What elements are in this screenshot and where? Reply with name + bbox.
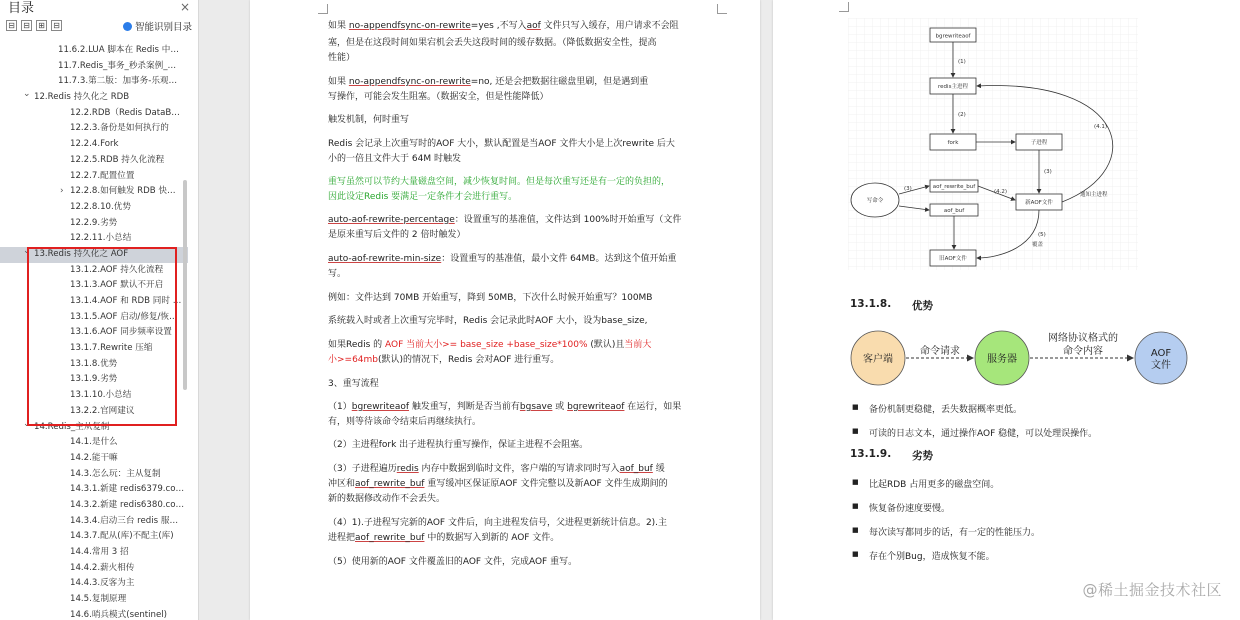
text-line	[328, 415, 758, 430]
text-line	[328, 477, 758, 492]
text-run: Redis 会记录上次重写时的AOF 大小，默认配置是当AOF 文件大小是上次rewrite 后大	[328, 139, 675, 149]
toc-item[interactable]: 13.1.8.优势	[70, 358, 118, 369]
ai-toc-label: 智能识别目录	[134, 22, 192, 33]
text-run: 新的数据修改动作不会丢失。	[328, 494, 446, 504]
toc-item[interactable]: 14.3.7.配从(库)不配主(库)	[70, 531, 174, 542]
page-corner-mark	[318, 4, 328, 14]
text-line	[328, 175, 758, 190]
aof-flow-diagram	[848, 325, 1198, 395]
section-disadvantages-number: 13.1.9.	[850, 448, 892, 460]
toc-item[interactable]: 14.3.1.新建 redis6379.co…	[70, 484, 185, 495]
text-run: bgrewriteaof	[351, 402, 410, 412]
text-run: 内存中数据到临时文件，客户端的写请求同时写入	[418, 464, 620, 474]
toc-item[interactable]: 11.7.3.第二版：加事务-乐观…	[58, 76, 178, 87]
section-advantages	[850, 298, 933, 312]
cmd-req-label: 命令请求	[920, 346, 960, 357]
text-run: （4）1).子进程写完新的AOF 文件后，向主进程发信号，父进程更新统计信息。2).主	[328, 518, 668, 528]
toc-item[interactable]: 14.5.复制原理	[70, 594, 127, 605]
toc-item[interactable]: › 12.2.8.如何触发 RDB 快…	[0, 184, 188, 200]
text-run: bgsave	[519, 402, 553, 412]
text-run: no-appendfsync-on-rewrite	[348, 21, 471, 31]
toc-item[interactable]: 14.4.常用 3 招	[70, 547, 129, 557]
text-run: 例如：文件达到 70MB 开始重写，降到 50MB，下次什么时候开始重写？100MB	[328, 293, 653, 303]
text-run: aof	[526, 21, 541, 31]
text-line	[328, 213, 758, 228]
toc-item[interactable]: 11.6.2.LUA 脚本在 Redis 中…	[58, 45, 179, 55]
text-line	[328, 377, 758, 392]
text-run: =yes ,不写入	[470, 21, 527, 31]
outline-icon[interactable]: ⊟	[51, 20, 62, 31]
toc-item[interactable]: 13.1.6.AOF 同步频率设置	[70, 327, 172, 338]
toc-item[interactable]: 14.3.4.启动三台 redis 服…	[70, 515, 179, 526]
text-run: auto-aof-rewrite-min-size	[328, 254, 442, 264]
toc-item[interactable]: 13.1.7.Rewrite 压缩	[70, 343, 153, 354]
toc-item[interactable]: 14.4.2.薪火相传	[70, 562, 135, 573]
ai-icon	[123, 22, 132, 31]
text-line	[328, 36, 758, 51]
text-run: 在运行，如果	[624, 402, 682, 412]
text-run: 写。	[328, 269, 347, 279]
text-run: （3）子进程遍历	[328, 464, 397, 474]
step-2-label: (2)	[958, 112, 966, 118]
text-run: 如果Redis 的	[328, 340, 386, 350]
text-run: 冲区和	[328, 479, 356, 489]
aof-rewrite-svg	[848, 18, 1138, 270]
text-run: ：设置重写的基准值，文件达到 100%时开始重写（文件	[454, 215, 682, 225]
text-run: 缓	[652, 464, 665, 474]
text-run: （1）	[328, 402, 352, 412]
text-run: no-appendfsync-on-rewrite	[348, 77, 471, 87]
text-run: 性能）	[328, 53, 356, 63]
text-run: 系统载入时或者上次重写完毕时，Redis 会记录此时AOF 大小，设为base_size,	[328, 316, 648, 326]
aof-label-2: 文件	[1151, 360, 1171, 371]
toc-item[interactable]: 12.2.5.RDB 持久化流程	[70, 154, 165, 165]
text-line	[328, 90, 758, 105]
text-run: =no, 还是会把数据往磁盘里刷，但是遇到重	[470, 77, 649, 87]
cover-label: 覆盖	[1032, 242, 1044, 248]
page-corner-mark	[839, 2, 849, 12]
collapse-icon[interactable]: ⊟	[21, 20, 32, 31]
step-42-label: (4.2)	[994, 189, 1008, 195]
toc-item[interactable]: 12.2.11.小总结	[70, 233, 132, 244]
text-run: 写操作，可能会发生阻塞。（数据安全，但是性能降低）	[328, 92, 549, 102]
text-run: 有，则等待该命令结束后再继续执行。	[328, 417, 482, 427]
proto-label-1: 网络协议格式的	[1048, 333, 1118, 344]
text-run: 重写缓冲区保证原AOF 文件完整以及新AOF 文件生成期间的	[424, 479, 668, 489]
toc-item[interactable]: 14.4.3.反客为主	[70, 578, 135, 589]
toc-item[interactable]: 14.3.怎么玩：主从复制	[70, 468, 161, 479]
text-run: 触发机制，何时重写	[328, 115, 410, 125]
toc-item[interactable]: 13.1.9.劣势	[70, 374, 118, 385]
text-line	[328, 555, 758, 570]
toc-item[interactable]: ⌄ 12.Redis 持久化之 RDB	[0, 90, 188, 106]
text-run: 塞，但是在这段时间如果宕机会丢失这段时间的缓存数据。（降低数据安全性，提高	[328, 38, 657, 48]
aof-flow-svg	[848, 325, 1198, 395]
text-run: aof_buf	[619, 464, 653, 474]
text-line	[328, 19, 758, 34]
text-line	[328, 137, 758, 152]
toc-item[interactable]: 13.1.4.AOF 和 RDB 同时 …	[70, 296, 182, 306]
toc-item[interactable]: ⌄ 13.Redis 持久化之 AOF	[0, 247, 188, 263]
text-line	[328, 51, 758, 66]
step-3b-label: (3)	[1044, 169, 1052, 175]
text-run: aof_rewrite_buf	[355, 533, 425, 543]
page-gutter	[199, 0, 249, 620]
text-line	[328, 75, 758, 90]
dis-item-4: ■ 存在个别Bug，造成恢复不能。	[869, 549, 995, 562]
text-run: 小>=64mb	[328, 355, 379, 365]
text-run: AOF 当前大小>= base_size +base_size*100%	[385, 340, 588, 350]
node-aof-buf-label: aof_buf	[943, 208, 965, 214]
text-line	[328, 531, 758, 546]
section-disadvantages	[850, 448, 933, 462]
toc-item[interactable]: 12.2.7.配置位置	[70, 170, 135, 181]
adv-item-2: ■ 可读的日志文本，通过操作AOF 稳健，可以处理误操作。	[869, 426, 1097, 439]
server-label: 服务器	[987, 354, 1017, 365]
adv-item-1: ■ 备份机制更稳健，丢失数据概率更低。	[869, 402, 1022, 415]
text-line	[328, 400, 758, 415]
sidebar-scrollbar[interactable]	[183, 180, 187, 390]
toc-item[interactable]: ⌄ 14.Redis_主从复制	[0, 420, 188, 436]
text-run: 中的数据写入到新的 AOF 文件。	[424, 533, 560, 543]
expand-icon[interactable]: ⊞	[36, 20, 47, 31]
toc-item[interactable]: 14.6.哨兵模式(sentinel)	[70, 609, 168, 620]
text-line	[328, 492, 758, 507]
text-line	[328, 438, 758, 453]
text-run: 或	[552, 402, 568, 412]
text-run: redis	[396, 464, 419, 474]
diagram-grid	[848, 18, 1138, 270]
text-run: 触发重写，判断是否当前有	[409, 402, 520, 412]
text-run: 3、重写流程	[328, 379, 379, 389]
page-corner-mark	[717, 4, 727, 14]
text-line	[328, 190, 758, 205]
toc-item[interactable]: 12.2.3.备份是如何执行的	[70, 123, 169, 134]
toc-item[interactable]: 13.2.2.官网建议	[70, 405, 135, 416]
text-run: aof_rewrite_buf	[355, 479, 425, 489]
text-run: （2）主进程fork 出子进程执行重写操作，保证主进程不会阻塞。	[328, 440, 589, 450]
text-line	[328, 228, 758, 243]
section-advantages-number: 13.1.8.	[850, 298, 892, 310]
toc-item[interactable]: 12.2.4.Fork	[70, 139, 119, 150]
text-run: 因此设定Redis 要满足一定条件才会进行重写。	[328, 192, 518, 202]
text-run: 文件只写入缓存，用户请求不会阻	[540, 21, 679, 31]
text-line	[328, 152, 758, 167]
watermark: @稀土掘金技术社区	[1082, 581, 1222, 599]
text-line	[328, 252, 758, 267]
node-old-aof-label: 旧AOF文件	[939, 256, 967, 262]
text-run: ：设置重写的基准值，最小文件 64MB。达到这个值开始重	[441, 254, 677, 264]
document-page-right	[773, 0, 1240, 620]
close-icon[interactable]: ×	[179, 0, 190, 14]
toc-sidebar	[0, 0, 199, 620]
ai-toc-button[interactable]	[123, 19, 192, 33]
node-rewrite-buf-label: aof_rewrite_buf	[932, 184, 976, 190]
node-fork-label: fork	[947, 140, 959, 146]
client-label: 客户端	[863, 354, 893, 365]
step-3-label: (3)	[904, 186, 912, 192]
node-new-aof-label: 新AOF文件	[1025, 200, 1053, 206]
toc-item[interactable]: 11.7.Redis_事务_秒杀案例_…	[58, 60, 177, 71]
text-line	[328, 291, 758, 306]
aof-rewrite-diagram	[848, 18, 1138, 270]
text-line	[328, 267, 758, 282]
text-run: （5）使用新的AOF 文件覆盖旧的AOF 文件，完成AOF 重写。	[328, 557, 578, 567]
dis-item-2: ■ 恢复备份速度要慢。	[869, 501, 950, 514]
text-line	[328, 353, 758, 368]
text-line	[328, 338, 758, 353]
toc-item[interactable]: 13.1.2.AOF 持久化流程	[70, 264, 164, 275]
text-run: 重写虽然可以节约大量磁盘空间，减少恢复时间。但是每次重写还是有一定的负担的，	[328, 177, 671, 187]
toc-list	[0, 43, 188, 620]
proto-label-2: 命令内容	[1063, 346, 1103, 357]
step-1-label: (1)	[958, 59, 966, 65]
section-advantages-title: 优势	[912, 300, 933, 312]
toc-item[interactable]: 13.1.5.AOF 启动/修复/恢…	[70, 311, 178, 322]
step-5-label: (5)	[1038, 232, 1046, 238]
node-main-label: redis主进程	[938, 84, 968, 90]
node-cmd-label: 写命令	[866, 198, 884, 204]
text-run: 当前大	[624, 340, 652, 350]
text-line	[328, 113, 758, 128]
text-run: bgrewriteaof	[567, 402, 625, 412]
text-run: (默认)的情况下，Redis 会对AOF 进行重写。	[378, 355, 560, 365]
toc-item[interactable]: 12.2.8.10.优势	[70, 201, 131, 212]
toc-item[interactable]: 14.1.是什么	[70, 437, 118, 448]
toc-title: 目录	[8, 1, 35, 16]
aof-label-1: AOF	[1150, 348, 1172, 359]
dis-item-3: ■ 每次读写都同步的话，有一定的性能压力。	[869, 525, 1040, 538]
step-41-label: (4.1)	[1094, 124, 1108, 130]
text-run: (默认)且	[587, 340, 625, 350]
document-page-left	[250, 0, 760, 620]
toc-item[interactable]: 13.1.3.AOF 默认不开启	[70, 280, 164, 291]
section-disadvantages-title: 劣势	[912, 450, 933, 462]
text-run: 如果	[328, 21, 349, 31]
toc-item[interactable]: 13.1.10.小总结	[70, 390, 132, 401]
text-run: 如果	[328, 77, 349, 87]
text-run: 进程把	[328, 533, 356, 543]
toc-toolbar	[6, 20, 62, 31]
node-bgrewrite-label: bgrewriteaof	[935, 33, 971, 40]
notify-label: 通知主进程	[1080, 192, 1108, 198]
text-line	[328, 462, 758, 477]
toc-item[interactable]: 14.3.2.新建 redis6380.co…	[70, 499, 185, 510]
dis-item-1: ■ 比起RDB 占用更多的磁盘空间。	[869, 477, 999, 490]
node-child-label: 子进程	[1030, 140, 1048, 146]
toc-item[interactable]: 12.2.RDB（Redis DataB…	[70, 107, 180, 118]
text-run: auto-aof-rewrite-percentage	[328, 215, 455, 225]
collapse-all-icon[interactable]: ⊟	[6, 20, 17, 31]
text-run: 小的一倍且文件大于 64M 时触发	[328, 154, 461, 164]
toc-item[interactable]: 12.2.9.劣势	[70, 217, 118, 228]
text-run: 是原来重写后文件的 2 倍时触发）	[328, 230, 466, 240]
toc-item[interactable]: 14.2.能干嘛	[70, 452, 118, 463]
text-line	[328, 314, 758, 329]
text-line	[328, 516, 758, 531]
